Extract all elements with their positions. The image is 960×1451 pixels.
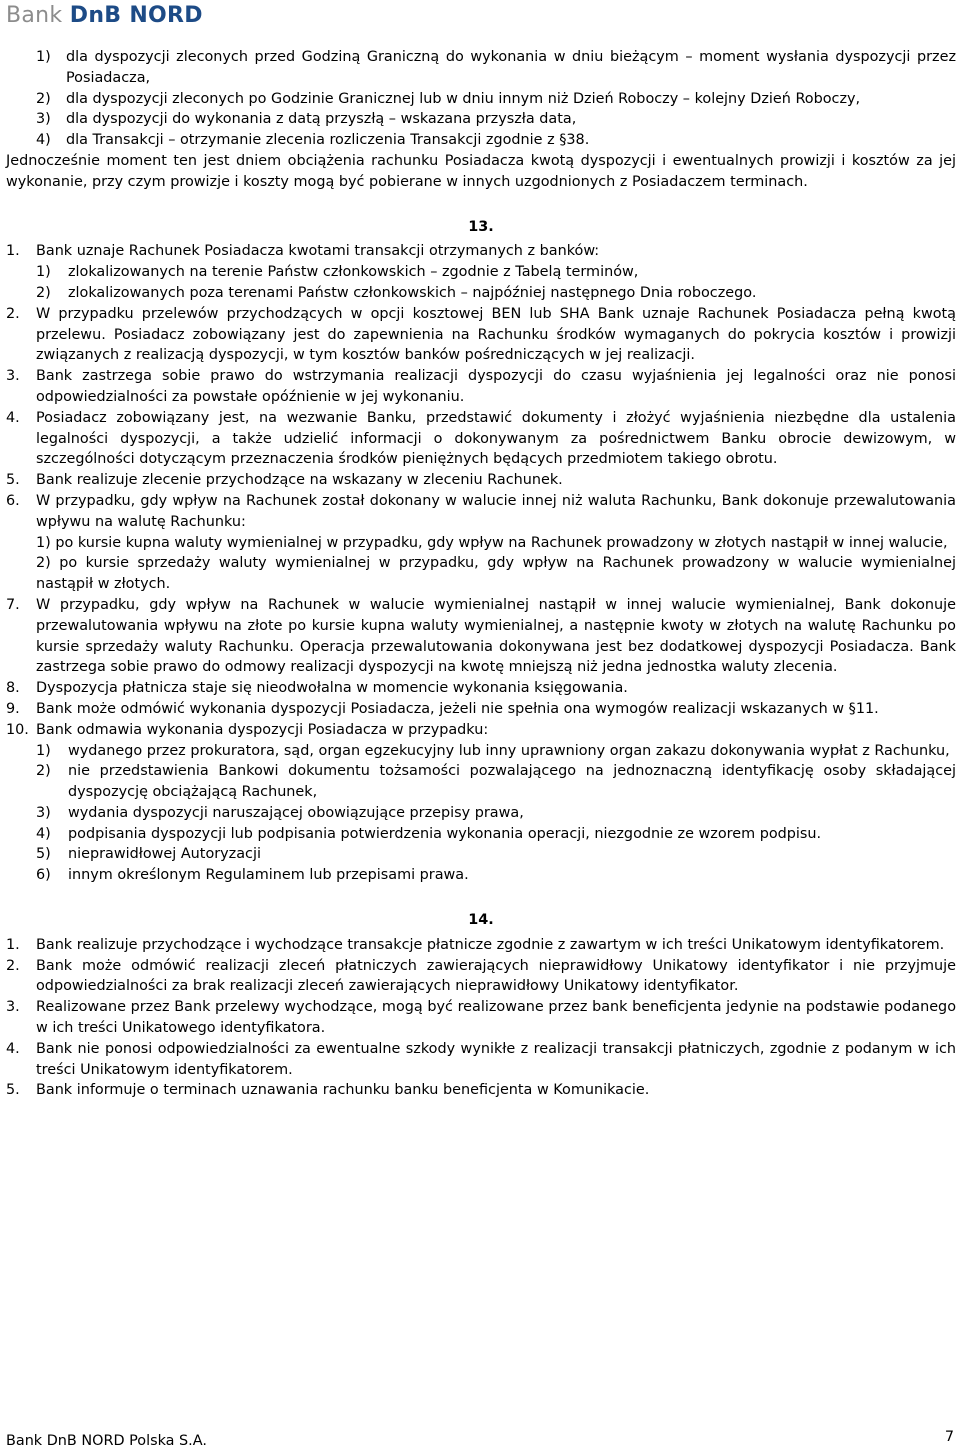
item-number: 2) <box>36 90 51 107</box>
item-text: Bank informuje o terminach uznawania rachunku banku beneficjenta w Komunikacie. <box>36 1082 650 1099</box>
sub-number: 4) <box>36 825 51 842</box>
item-number: 4. <box>6 1040 20 1057</box>
sub-item: 2) po kursie sprzedaży waluty wymienialnej w przypadku, gdy wpływ na Rachunek prowadzony w walucie wymienialnej nastąpił w złotych. <box>36 555 956 593</box>
item-number: 3. <box>6 999 20 1016</box>
item-number: 5. <box>6 472 20 489</box>
sub-item <box>36 865 956 886</box>
list-item <box>6 304 956 366</box>
sub-text: wydania dyspozycji naruszającej obowiązujące przepisy prawa, <box>68 804 524 821</box>
item-text: Bank realizuje zlecenie przychodzące na wskazany w zleceniu Rachunek. <box>36 472 563 489</box>
list-item <box>6 470 956 491</box>
list-item <box>6 595 956 678</box>
sub-number: 3) <box>36 804 51 821</box>
sub-text: innym określonym Regulaminem lub przepisami prawa. <box>68 867 469 884</box>
sub-item: 1) po kursie kupna waluty wymienialnej w przypadku, gdy wpływ na Rachunek prowadzony w złotych nastąpił w innej walucie, <box>36 534 948 551</box>
list-item <box>6 1039 956 1081</box>
item-text: Bank może odmówić realizacji zleceń płatniczych zawierających nieprawidłowy Unikatowy identyfikator i nie przyjmuje odpowiedzialności za brak realizacji zleceń zawierających nieprawidłowy Unikatowy identyfikator. <box>36 957 956 995</box>
item-number: 1. <box>6 243 20 260</box>
item-number: 3) <box>36 111 51 128</box>
list-item <box>6 408 956 470</box>
list-item <box>6 720 956 886</box>
sub-text: nie przedstawienia Bankowi dokumentu tożsamości pozwalającego na jednoznaczną identyfikację osoby składającej dyspozycję obciążającą Rachunek, <box>68 763 956 801</box>
sub-number: 2) <box>36 284 51 301</box>
list-item <box>6 130 956 151</box>
item-text: Posiadacz zobowiązany jest, na wezwanie Banku, przedstawić dokumenty i złożyć wyjaśnienia niezbędne dla ustalenia legalności dyspozycji, a także udzielić informacji o dokonywanym za pośrednictwem Banku obrocie dewizowym, w szczególności dotyczącym przeznaczenia środków pieniężnych będących przedmiotem takiego obrotu. <box>36 409 956 468</box>
list-item <box>6 89 956 110</box>
item-number: 2. <box>6 305 20 322</box>
list-item <box>6 241 956 303</box>
item-text: dla dyspozycji zleconych przed Godziną Graniczną do wykonania w dniu bieżącym – moment wysłania dyspozycji przez Posiadacza, <box>66 49 956 86</box>
intro-list <box>6 47 956 193</box>
item-number: 5. <box>6 1082 20 1099</box>
list-item <box>6 1080 956 1101</box>
sub-text: wydanego przez prokuratora, sąd, organ egzekucyjny lub inny uprawniony organ zakazu dokonywania wypłat z Rachunku, <box>68 742 950 759</box>
sub-item <box>36 824 956 845</box>
item-text: Bank może odmówić wykonania dyspozycji Posiadacza, jeżeli nie spełnia ona wymogów realizacji wskazanych w §11. <box>36 700 879 717</box>
sub-number: 1) <box>36 264 51 281</box>
list-item <box>6 678 956 699</box>
item-number: 2. <box>6 957 20 974</box>
item-number: 4) <box>36 132 51 149</box>
item-text: dla Transakcji – otrzymanie zlecenia rozliczenia Transakcji zgodnie z §38. <box>66 132 590 149</box>
section-14-list <box>6 935 956 1101</box>
sub-item <box>36 761 956 803</box>
item-number: 3. <box>6 368 20 385</box>
sub-item <box>36 803 956 824</box>
list-item <box>6 47 956 89</box>
sub-item <box>36 844 956 865</box>
item-number: 8. <box>6 680 20 697</box>
item-text: Bank nie ponosi odpowiedzialności za ewentualne szkody wynikłe z realizacji transakcji płatniczych, zgodnie z podanym w ich treści Unikatowym identyfikatorem. <box>36 1040 956 1078</box>
list-item <box>6 699 956 720</box>
item-text: dla dyspozycji do wykonania z datą przyszłą – wskazana przyszła data, <box>66 111 577 128</box>
sub-number: 2) <box>36 763 51 780</box>
list-item <box>6 109 956 130</box>
item-number: 9. <box>6 700 20 717</box>
item-text: Realizowane przez Bank przelewy wychodzące, mogą być realizowane przez bank beneficjenta jedynie na podstawie podanego w ich treści Unikatowego identyfikatora. <box>36 999 956 1037</box>
page-number: 7 <box>944 1429 954 1445</box>
logo-word-bank: Bank <box>6 3 70 28</box>
sub-item <box>36 262 956 283</box>
item-text: Bank zastrzega sobie prawo do wstrzymania realizacji dyspozycji do czasu wyjaśnienia jej legalności oraz nie ponosi odpowiedzialności za powstałe opóźnienie w jej wykonaniu. <box>36 368 956 405</box>
list-item <box>6 935 956 956</box>
item-number: 4. <box>6 409 20 426</box>
list-item <box>6 491 956 595</box>
item-number: 7. <box>6 596 20 613</box>
item-number: 1. <box>6 936 20 953</box>
item-text: W przypadku przelewów przychodzących w opcji kosztowej BEN lub SHA Bank uznaje Rachunek Posiadacza pełną kwotą przelewu. Posiadacz zobowiązany jest do zapewnienia na Rachunku środków wymaganych do pokrycia kosztów i prowizji związanych z realizacją dyspozycji, w tym kosztów banków pośredniczących w jej realizacji. <box>36 305 956 364</box>
sub-number: 6) <box>36 867 51 884</box>
intro-paragraph: Jednocześnie moment ten jest dniem obciążenia rachunku Posiadacza kwotą dyspozycji i ewentualnych prowizji i kosztów za jej wykonanie, przy czym prowizje i koszty mogą być pobierane w innych uzgodnionych z Posiadaczem terminach. <box>6 152 956 190</box>
document-body <box>6 47 956 1101</box>
sub-text: nieprawidłowej Autoryzacji <box>68 846 261 863</box>
item-number: 6. <box>6 492 20 509</box>
list-item <box>6 956 956 998</box>
item-text: W przypadku, gdy wpływ na Rachunek został dokonany w walucie innej niż waluta Rachunku, Bank dokonuje przewalutowania wpływu na walutę Rachunku: <box>36 492 956 530</box>
item-text: Bank realizuje przychodzące i wychodzące transakcje płatnicze zgodnie z zawartym w ich treści Unikatowym identyfikatorem. <box>36 936 945 953</box>
section-heading-14: 14. <box>468 912 494 929</box>
item-text: dla dyspozycji zleconych po Godzinie Granicznej lub w dniu innym niż Dzień Roboczy – kolejny Dzień Roboczy, <box>66 90 861 107</box>
item-text: Bank odmawia wykonania dyspozycji Posiadacza w przypadku: <box>36 721 489 738</box>
sub-number: 1) <box>36 742 51 759</box>
sub-item <box>36 741 956 762</box>
logo-word-nord: NORD <box>121 3 203 28</box>
sub-item <box>36 283 956 304</box>
sub-text: zlokalizowanych na terenie Państw członkowskich – zgodnie z Tabelą terminów, <box>68 264 639 281</box>
item-text: Dyspozycja płatnicza staje się nieodwołalna w momencie wykonania księgowania. <box>36 680 628 697</box>
footer-company: Bank DnB NORD Polska S.A. <box>6 1433 207 1449</box>
item-number: 1) <box>36 49 51 65</box>
sub-text: zlokalizowanych poza terenami Państw członkowskich – najpóźniej następnego Dnia roboczego. <box>68 284 757 301</box>
sub-number: 5) <box>36 846 51 863</box>
bank-logo <box>6 3 203 29</box>
list-item <box>6 366 956 408</box>
item-text: Bank uznaje Rachunek Posiadacza kwotami transakcji otrzymanych z banków: <box>36 243 600 260</box>
item-number: 10. <box>6 721 29 738</box>
section-heading-13: 13. <box>468 218 494 235</box>
sub-text: podpisania dyspozycji lub podpisania potwierdzenia wykonania operacji, niezgodnie ze wzorem podpisu. <box>68 825 822 842</box>
list-item <box>6 997 956 1039</box>
item-text: W przypadku, gdy wpływ na Rachunek w walucie wymienialnej nastąpił w innej walucie wymienialnej, Bank dokonuje przewalutowania wpływu na złote po kursie kupna waluty wymienialnej, a następnie kwoty w złotych na walutę Rachunku po kursie sprzedaży waluty Rachunku. Operacja przewalutowania dokonywana jest bez dodatkowej dyspozycji Posiadacza. Bank zastrzega sobie prawo do odmowy realizacji dyspozycji na kwotę mniejszą niż jedna jednostka waluty zlecenia. <box>36 596 956 676</box>
logo-word-dnb: DnB <box>69 3 122 28</box>
section-13-list <box>6 241 956 886</box>
